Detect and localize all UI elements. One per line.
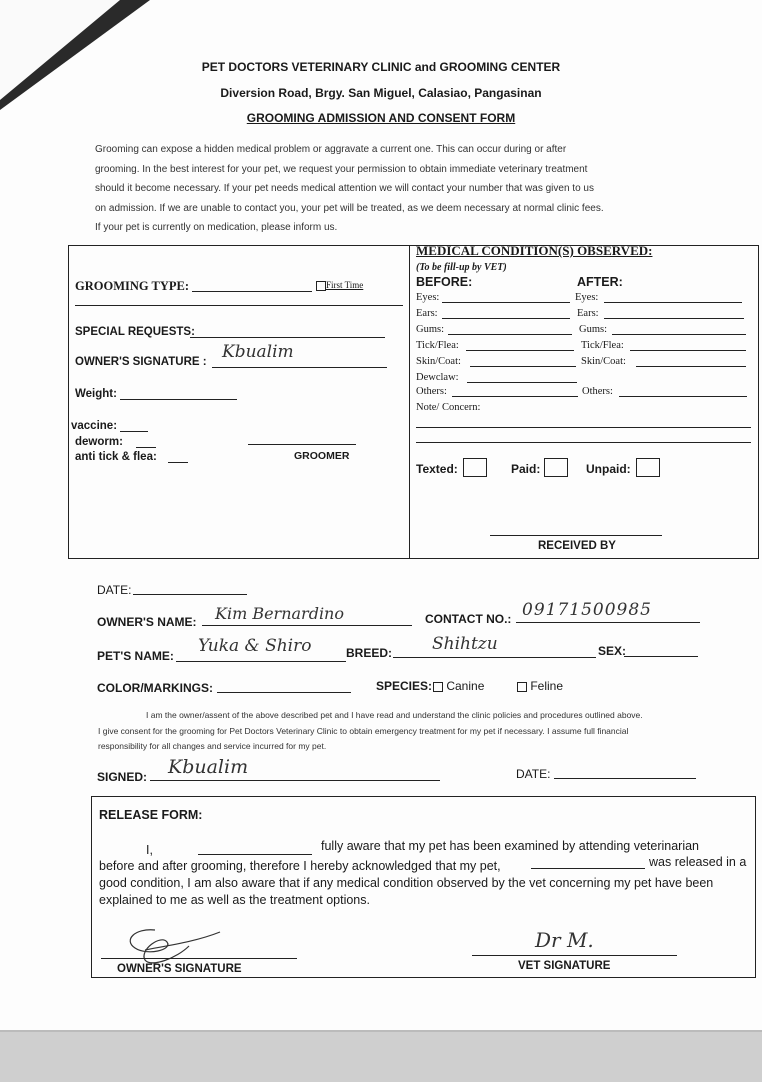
before-skincoat-label: Skin/Coat: [416, 356, 461, 367]
texted-label: Texted: [416, 462, 458, 476]
intro-line: grooming. In the best interest for your pet, we request your permission to obtain immediate veterinary treatment [95, 163, 588, 175]
release-name-field[interactable] [198, 854, 312, 855]
checkbox-icon [316, 281, 326, 291]
before-others-field[interactable] [452, 396, 578, 397]
before-label: BEFORE: [416, 275, 473, 289]
contact-handwriting: 09171500985 [522, 600, 652, 620]
consent-line: responsibility for all changes and service incurred for my pet. [98, 741, 327, 751]
after-skincoat-label: Skin/Coat: [581, 356, 626, 367]
deworm-label: deworm: [75, 436, 123, 448]
medical-title: MEDICAL CONDITION(S) OBSERVED: [416, 243, 653, 258]
intro-paragraph [95, 140, 604, 238]
special-requests-field[interactable] [190, 337, 385, 338]
release-text-2a: before and after grooming, therefore I hereby acknowledged that my pet, [99, 859, 501, 873]
after-tickflea-label: Tick/Flea: [581, 340, 624, 351]
intro-line: on admission. If we are unable to contact you, your pet will be treated, as we deem necessary at normal clinic fees. [95, 202, 604, 214]
paid-checkbox[interactable] [544, 458, 568, 477]
before-ears-field[interactable] [442, 318, 570, 319]
after-others-label: Others: [582, 386, 613, 397]
page-bottom-fold [0, 1030, 762, 1082]
pet-name-label: PET'S NAME: [97, 649, 174, 663]
signed-date-field[interactable] [554, 778, 696, 779]
vet-signature-line[interactable] [472, 955, 677, 956]
release-i: I, [146, 843, 153, 857]
owner-signature-field[interactable] [212, 367, 387, 368]
signed-label: SIGNED: [97, 770, 148, 784]
received-by-line[interactable] [490, 535, 662, 536]
antitick-label: anti tick & flea: [75, 451, 157, 463]
consent-line: I give consent for the grooming for Pet Doctors Veterinary Clinic to obtain emergency treatment for my pet if necessary. I assume full financial [98, 725, 629, 736]
form-title: GROOMING ADMISSION AND CONSENT FORM [246, 111, 516, 125]
deworm-field[interactable] [136, 447, 156, 448]
intro-line: Grooming can expose a hidden medical problem or aggravate a current one. This can occur during or after [95, 144, 567, 155]
before-gums-label: Gums: [416, 324, 445, 335]
antitick-field[interactable] [168, 462, 188, 463]
vaccine-label: vaccine: [71, 420, 118, 432]
after-eyes-label: Eyes: [575, 292, 599, 303]
unpaid-checkbox[interactable] [636, 458, 660, 477]
note-line-2[interactable] [416, 442, 751, 443]
before-others-label: Others: [416, 386, 447, 397]
before-tickflea-label: Tick/Flea: [416, 340, 459, 351]
after-others-field[interactable] [619, 396, 747, 397]
before-eyes-field[interactable] [442, 302, 570, 303]
after-gums-label: Gums: [579, 324, 608, 335]
after-ears-field[interactable] [604, 318, 744, 319]
contact-field[interactable] [516, 622, 700, 623]
clinic-name: PET DOCTORS VETERINARY CLINIC and GROOMING CENTER [201, 60, 561, 74]
weight-label: Weight: [75, 388, 117, 400]
before-skincoat-field[interactable] [470, 366, 576, 367]
vaccine-field[interactable] [120, 431, 148, 432]
medical-subtitle: (To be fill-up by VET) [416, 262, 507, 273]
special-requests-label: SPECIAL REQUESTS: [75, 326, 195, 338]
after-gums-field[interactable] [612, 334, 746, 335]
owner-signature-caption: OWNER'S SIGNATURE [117, 963, 242, 975]
breed-label: BREED: [346, 646, 393, 660]
release-title: RELEASE FORM: [99, 808, 203, 822]
unpaid-label: Unpaid: [586, 462, 631, 476]
before-gums-field[interactable] [448, 334, 572, 335]
note-concern-label: Note/ Concern: [416, 402, 481, 413]
release-text-3: good condition, I am also aware that if any medical condition observed by the vet concerning my pet have been [99, 876, 714, 890]
checkbox-icon [517, 682, 527, 692]
weight-field[interactable] [120, 399, 237, 400]
release-text-1: fully aware that my pet has been examined by attending veterinarian [321, 839, 700, 853]
after-ears-label: Ears: [577, 308, 599, 319]
box-divider [409, 245, 410, 558]
texted-checkbox[interactable] [463, 458, 487, 477]
owner-release-signature-line[interactable] [101, 958, 297, 959]
note-line-1[interactable] [416, 427, 751, 428]
contact-label: CONTACT NO.: [425, 612, 512, 626]
feline-option[interactable]: Feline [517, 679, 563, 693]
after-eyes-field[interactable] [604, 302, 742, 303]
dewclaw-field[interactable] [467, 382, 577, 383]
dewclaw-label: Dewclaw: [416, 372, 459, 383]
after-label: AFTER: [577, 275, 623, 289]
release-pet-field[interactable] [531, 868, 645, 869]
owner-name-field[interactable] [202, 625, 412, 626]
after-tickflea-field[interactable] [630, 350, 746, 351]
grooming-type-field[interactable] [192, 291, 312, 292]
pet-name-field[interactable] [176, 661, 346, 662]
intro-line: If your pet is currently on medication, please inform us. [95, 222, 338, 233]
canine-option[interactable]: Canine [433, 679, 484, 693]
grooming-type-label: GROOMING TYPE: [75, 279, 190, 293]
intro-line: should it become necessary. If your pet needs medical attention we will contact your number that was given to us [95, 183, 594, 194]
folded-corner-inner [0, 0, 120, 100]
vet-initials-handwriting: Dr M. [535, 928, 594, 952]
signed-handwriting: Kbualim [168, 756, 249, 778]
sex-label: SEX: [598, 644, 627, 658]
consent-paragraph [98, 708, 643, 755]
consent-line: I am the owner/assent of the above described pet and I have read and understand the clinic policies and procedures outlined above. [146, 710, 643, 720]
sex-field[interactable] [624, 656, 698, 657]
owner-name-handwriting: Kim Bernardino [215, 604, 344, 623]
release-text-4: explained to me as well as the treatment options. [99, 893, 370, 907]
paid-label: Paid: [511, 462, 541, 476]
release-text-2b: was released in a [649, 855, 747, 869]
first-time-checkbox[interactable]: First Time [316, 280, 363, 291]
before-ears-label: Ears: [416, 308, 438, 319]
pet-name-handwriting: Yuka & Shiro [198, 636, 312, 656]
checkbox-icon [433, 682, 443, 692]
groomer-signature-line[interactable] [248, 444, 356, 445]
color-field[interactable] [217, 692, 351, 693]
breed-field[interactable] [393, 657, 596, 658]
signed-field[interactable] [150, 780, 440, 781]
groomer-label: GROOMER [294, 450, 350, 462]
owner-signature-handwriting: Kbualim [222, 342, 294, 362]
before-eyes-label: Eyes: [416, 292, 440, 303]
species-label: SPECIES: [376, 679, 433, 693]
grooming-type-line2[interactable] [75, 305, 403, 306]
date-field[interactable] [133, 594, 247, 595]
owner-signature-label: OWNER'S SIGNATURE : [75, 356, 207, 368]
received-by-label: RECEIVED BY [538, 540, 616, 552]
breed-handwriting: Shihtzu [432, 634, 498, 654]
vet-signature-caption: VET SIGNATURE [518, 960, 611, 972]
after-skincoat-field[interactable] [636, 366, 746, 367]
owner-name-label: OWNER'S NAME: [97, 615, 197, 629]
date-label: DATE: [97, 583, 132, 597]
before-tickflea-field[interactable] [466, 350, 574, 351]
signed-date-label: DATE: [516, 767, 551, 781]
clinic-address: Diversion Road, Brgy. San Miguel, Calasiao, Pangasinan [220, 86, 542, 100]
color-label: COLOR/MARKINGS: [97, 681, 213, 695]
